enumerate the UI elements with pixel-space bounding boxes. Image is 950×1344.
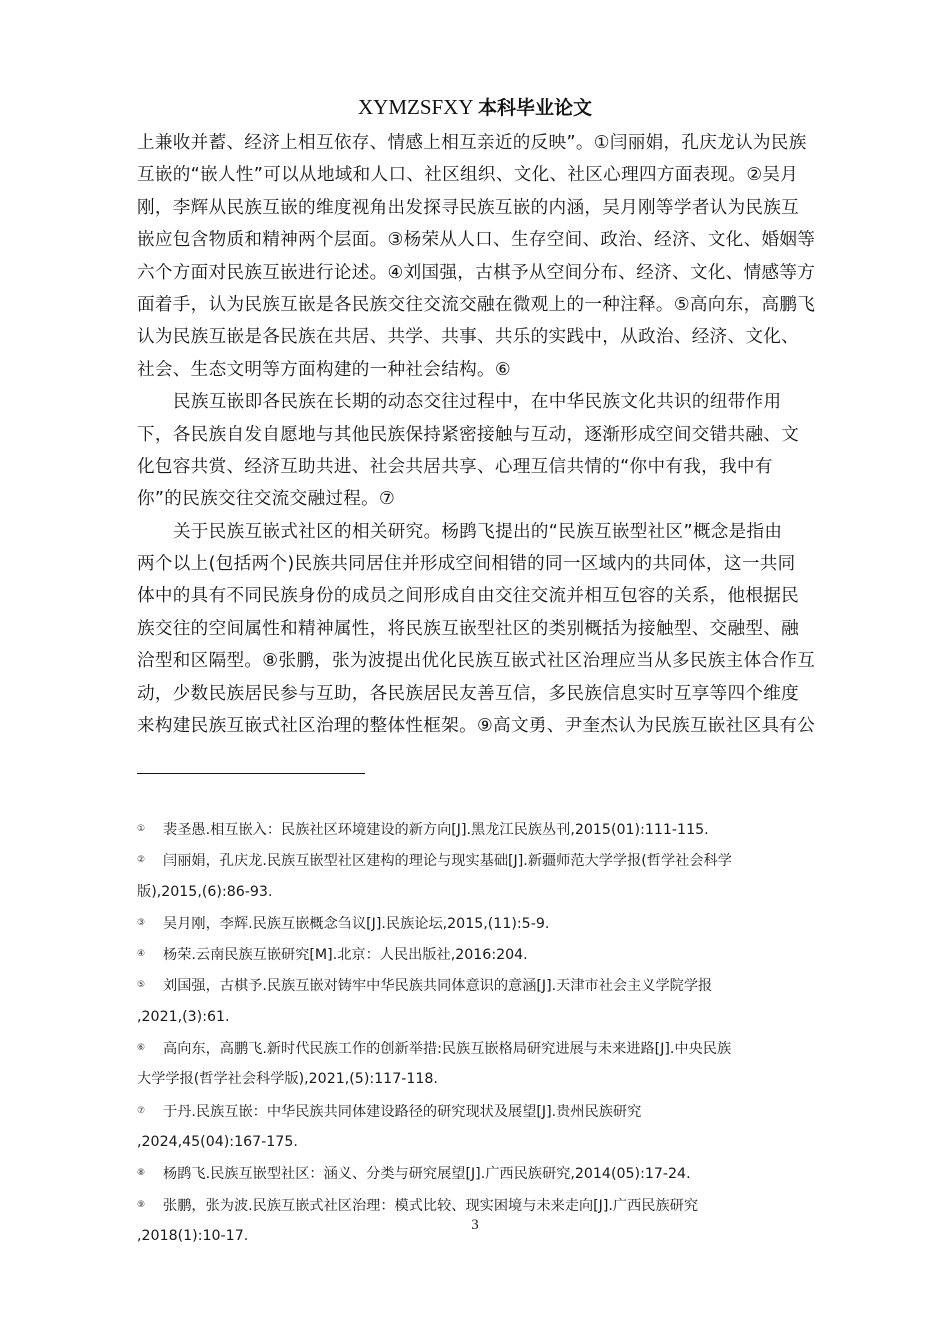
body-line: 动，少数民族居民参与互助，各民族居民友善互信，多民族信息实时互享等四个维度	[137, 683, 800, 704]
header-chinese: 本科毕业论文	[477, 97, 592, 119]
footnote-continuation	[137, 1127, 857, 1158]
body-line: 面着手，认为民族互嵌是各民族交往交流交融在微观上的一种注释。⑤高向东，高鹏飞	[137, 294, 816, 315]
body-line: 社会、生态文明等方面构建的一种社会结构。⑥	[137, 359, 511, 380]
footnote-item	[137, 1033, 857, 1064]
footnote-text: 版),2015,(6):86-93.	[137, 883, 273, 900]
body-line: 下，各民族自发自愿地与其他民族保持紧密接触与互动，逐渐形成空间交错共融、文	[137, 424, 800, 445]
footnote-marker: ⑧	[137, 1168, 146, 1179]
footnote-item	[137, 1096, 857, 1127]
footnote-marker: ⑤	[137, 980, 146, 991]
footnote-text: 张鹏，张为波.民族互嵌式社区治理：模式比较、现实困境与未来走向[J].广西民族研究	[163, 1197, 699, 1214]
body-line: 互嵌的“嵌人性”可以从地域和人口、社区组织、文化、社区心理四方面表现。②吴月	[137, 165, 799, 186]
footnote-item	[137, 908, 857, 939]
body-line: 体中的具有不同民族身份的成员之间形成自由交往交流并相互包容的关系，他根据民	[137, 586, 800, 607]
footnote-marker: ③	[137, 917, 146, 928]
body-line: 两个以上(包括两个)民族共同居住并形成空间相错的同一区域内的共同体，这一共同	[137, 554, 796, 575]
body-text	[137, 127, 857, 742]
footnote-continuation	[137, 1002, 857, 1033]
footnote-item	[137, 845, 857, 876]
body-line: 关于民族互嵌式社区的相关研究。杨鹍飞提出的“民族互嵌型社区”概念是指由	[173, 521, 783, 542]
footnote-continuation	[137, 1064, 857, 1095]
body-line: 上兼收并蓄、经济上相互依存、情感上相互亲近的反映”。①闫丽娟，孔庆龙认为民族	[137, 133, 807, 153]
footnote-marker: ⑦	[137, 1105, 146, 1116]
footnote-marker: ①	[137, 824, 146, 834]
footnote-text: 裴圣愚.相互嵌入：民族社区环境建设的新方向[J].黑龙江民族丛刊,2015(01):111-115.	[163, 822, 709, 838]
body-line: 认为民族互嵌是各民族在共居、共学、共事、共乐的实践中，从政治、经济、文化、	[137, 327, 800, 348]
footnote-text: ,2024,45(04):167-175.	[137, 1133, 298, 1150]
footnote-continuation	[137, 877, 857, 908]
footnote-text: 杨荣.云南民族互嵌研究[M].北京：人民出版社,2016:204.	[163, 947, 528, 964]
page-number: 3	[471, 1217, 479, 1233]
page-header	[0, 93, 950, 122]
body-line: 化包容共赏、经济互助共进、社会共居共享、心理互信共情的“你中有我，我中有	[137, 456, 773, 477]
footnote-marker: ④	[137, 949, 146, 960]
body-line: 六个方面对民族互嵌进行论述。④刘国强，古棋予从空间分布、经济、文化、情感等方	[137, 262, 816, 283]
body-line: 刚，李辉从民族互嵌的维度视角出发探寻民族互嵌的内涵，吴月刚等学者认为民族互	[137, 197, 800, 218]
footnote-separator	[137, 773, 365, 774]
footnote-item	[137, 970, 857, 1001]
header-latin: XYMZSFXY	[357, 95, 473, 119]
footnote-text: 高向东，高鹏飞.新时代民族工作的创新举措:民族互嵌格局研究进展与未来进路[J].中央民族	[163, 1041, 732, 1058]
footnote-text: 杨鹍飞.民族互嵌型社区：涵义、分类与研究展望[J].广西民族研究,2014(05):17-24.	[163, 1166, 691, 1183]
footnote-item	[137, 814, 857, 845]
body-line: 嵌应包含物质和精神两个层面。③杨荣从人口、生存空间、政治、经济、文化、婚姻等	[137, 230, 816, 251]
footnote-text: 吴月刚，李辉.民族互嵌概念刍议[J].民族论坛,2015,(11):5-9.	[163, 915, 550, 932]
footnote-text: 闫丽娟，孔庆龙.民族互嵌型社区建构的理论与现实基础[J].新疆师范大学学报(哲学社会科学	[163, 853, 732, 870]
footnote-text: 刘国强，古棋予.民族互嵌对铸牢中华民族共同体意识的意涵[J].天津市社会主义学院学报	[163, 978, 713, 995]
footnote-marker: ⑨	[137, 1199, 146, 1210]
footnote-text: ,2021,(3):61.	[137, 1008, 230, 1025]
body-line: 你”的民族交往交流交融过程。⑦	[137, 489, 396, 510]
footnote-item	[137, 939, 857, 970]
footnotes	[137, 814, 857, 1252]
body-line: 民族互嵌即各民族在长期的动态交往过程中，在中华民族文化共识的纽带作用	[173, 392, 782, 413]
body-line: 族交往的空间属性和精神属性，将民族互嵌型社区的类别概括为接触型、交融型、融	[137, 618, 800, 639]
footnote-text: 大学学报(哲学社会科学版),2021,(5):117-118.	[137, 1071, 438, 1088]
footnote-text: ,2018(1):10-17.	[137, 1227, 249, 1244]
body-line: 来构建民族互嵌式社区治理的整体性框架。⑨高文勇、尹奎杰认为民族互嵌社区具有公	[137, 716, 816, 737]
body-line: 洽型和区隔型。⑧张鹏，张为波提出优化民族互嵌式社区治理应当从多民族主体合作互	[137, 651, 816, 672]
footnote-item	[137, 1158, 857, 1189]
footnote-text: 于丹.民族互嵌：中华民族共同体建设路径的研究现状及展望[J].贵州民族研究	[163, 1103, 642, 1120]
footnote-marker: ⑥	[137, 1043, 146, 1054]
footnote-marker: ②	[137, 855, 146, 866]
